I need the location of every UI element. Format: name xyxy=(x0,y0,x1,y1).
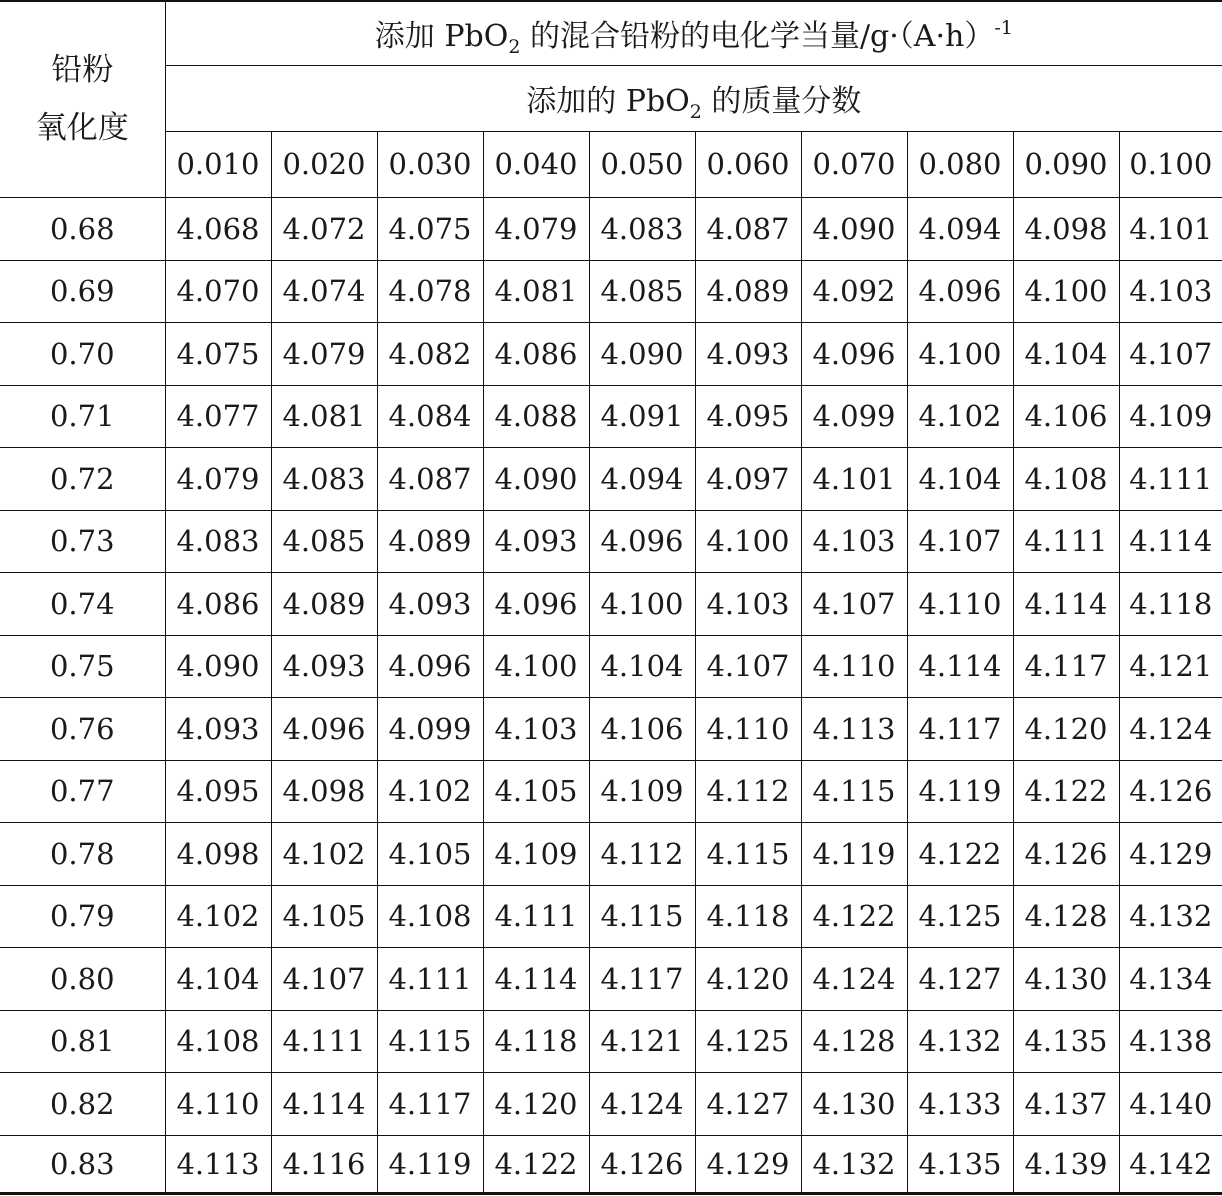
table-cell: 4.090 xyxy=(801,197,907,260)
table-cell: 4.122 xyxy=(801,885,907,947)
table-cell: 4.094 xyxy=(589,447,695,510)
table-cell: 4.107 xyxy=(1119,322,1222,385)
table-cell: 4.120 xyxy=(695,947,801,1010)
table-cell: 4.110 xyxy=(695,697,801,760)
table-cell: 4.125 xyxy=(695,1010,801,1072)
table-cell: 4.117 xyxy=(907,697,1013,760)
column-header: 0.100 xyxy=(1119,131,1222,197)
table-cell: 4.095 xyxy=(165,760,271,822)
table-cell: 4.112 xyxy=(589,822,695,885)
table-row xyxy=(0,572,1222,635)
table-row xyxy=(0,885,1222,947)
table-cell: 4.129 xyxy=(1119,822,1222,885)
table-cell: 4.113 xyxy=(801,697,907,760)
table-cell: 4.075 xyxy=(165,322,271,385)
table-cell: 4.096 xyxy=(801,322,907,385)
table-cell: 4.089 xyxy=(695,260,801,322)
table-row xyxy=(0,1010,1222,1072)
column-header: 0.030 xyxy=(377,131,483,197)
table-cell: 4.095 xyxy=(695,385,801,447)
column-header: 0.010 xyxy=(165,131,271,197)
column-header: 0.080 xyxy=(907,131,1013,197)
table-cell: 4.090 xyxy=(483,447,589,510)
table-cell: 4.107 xyxy=(907,510,1013,572)
table-cell: 4.100 xyxy=(589,572,695,635)
table-cell: 4.109 xyxy=(589,760,695,822)
table-cell: 4.115 xyxy=(801,760,907,822)
table-cell: 4.118 xyxy=(483,1010,589,1072)
table-cell: 4.122 xyxy=(483,1135,589,1193)
table-cell: 4.110 xyxy=(907,572,1013,635)
table-cell: 4.110 xyxy=(801,635,907,697)
table-cell: 4.100 xyxy=(907,322,1013,385)
table-cell: 4.122 xyxy=(1013,760,1119,822)
table-row xyxy=(0,760,1222,822)
table-row xyxy=(0,322,1222,385)
table-cell: 4.098 xyxy=(271,760,377,822)
table-cell: 4.093 xyxy=(377,572,483,635)
table-cell: 4.120 xyxy=(1013,697,1119,760)
row-label: 0.73 xyxy=(0,510,165,572)
stub-header-line-2: 氧化度 xyxy=(35,110,129,147)
table-cell: 4.111 xyxy=(271,1010,377,1072)
table-cell: 4.127 xyxy=(695,1072,801,1135)
table-cell: 4.126 xyxy=(1119,760,1222,822)
table-cell: 4.103 xyxy=(801,510,907,572)
table-cell: 4.093 xyxy=(271,635,377,697)
table-cell: 4.108 xyxy=(377,885,483,947)
table-row xyxy=(0,1135,1222,1193)
table-cell: 4.106 xyxy=(589,697,695,760)
table-cell: 4.104 xyxy=(1013,322,1119,385)
table-cell: 4.116 xyxy=(271,1135,377,1193)
table-cell: 4.117 xyxy=(1013,635,1119,697)
table-cell: 4.102 xyxy=(907,385,1013,447)
table-cell: 4.121 xyxy=(589,1010,695,1072)
row-label: 0.82 xyxy=(0,1072,165,1135)
stub-header-line-1: 铅粉 xyxy=(51,52,114,89)
row-label: 0.83 xyxy=(0,1135,165,1193)
column-header: 0.070 xyxy=(801,131,907,197)
table-cell: 4.107 xyxy=(271,947,377,1010)
table-cell: 4.081 xyxy=(271,385,377,447)
table-cell: 4.137 xyxy=(1013,1072,1119,1135)
table-cell: 4.103 xyxy=(483,697,589,760)
table-row xyxy=(0,510,1222,572)
table-cell: 4.117 xyxy=(377,1072,483,1135)
table-cell: 4.099 xyxy=(801,385,907,447)
column-header: 0.050 xyxy=(589,131,695,197)
table-cell: 4.103 xyxy=(1119,260,1222,322)
table-cell: 4.126 xyxy=(589,1135,695,1193)
table-cell: 4.106 xyxy=(1013,385,1119,447)
table-cell: 4.104 xyxy=(907,447,1013,510)
table-cell: 4.100 xyxy=(695,510,801,572)
table-cell: 4.135 xyxy=(1013,1010,1119,1072)
table-cell: 4.096 xyxy=(377,635,483,697)
table-row xyxy=(0,697,1222,760)
table-body xyxy=(0,197,1222,1193)
table-cell: 4.124 xyxy=(1119,697,1222,760)
table-cell: 4.111 xyxy=(1013,510,1119,572)
table-cell: 4.119 xyxy=(801,822,907,885)
table-cell: 4.075 xyxy=(377,197,483,260)
table-cell: 4.117 xyxy=(589,947,695,1010)
table-cell: 4.102 xyxy=(271,822,377,885)
row-label: 0.70 xyxy=(0,322,165,385)
table-cell: 4.111 xyxy=(1119,447,1222,510)
column-header: 0.060 xyxy=(695,131,801,197)
stub-header xyxy=(0,1,165,197)
table-cell: 4.134 xyxy=(1119,947,1222,1010)
table-cell: 4.115 xyxy=(695,822,801,885)
table-cell: 4.082 xyxy=(377,322,483,385)
table-cell: 4.085 xyxy=(589,260,695,322)
table-cell: 4.132 xyxy=(1119,885,1222,947)
table-cell: 4.104 xyxy=(589,635,695,697)
table-cell: 4.112 xyxy=(695,760,801,822)
table-cell: 4.068 xyxy=(165,197,271,260)
row-label: 0.75 xyxy=(0,635,165,697)
table-cell: 4.104 xyxy=(165,947,271,1010)
table-cell: 4.101 xyxy=(801,447,907,510)
table-cell: 4.124 xyxy=(801,947,907,1010)
table-cell: 4.098 xyxy=(1013,197,1119,260)
table-cell: 4.086 xyxy=(483,322,589,385)
row-label: 0.69 xyxy=(0,260,165,322)
table-cell: 4.083 xyxy=(589,197,695,260)
table-cell: 4.089 xyxy=(271,572,377,635)
table-cell: 4.114 xyxy=(1013,572,1119,635)
table-cell: 4.077 xyxy=(165,385,271,447)
table-cell: 4.102 xyxy=(165,885,271,947)
column-header-row xyxy=(0,131,1222,197)
table-cell: 4.109 xyxy=(1119,385,1222,447)
table-cell: 4.127 xyxy=(907,947,1013,1010)
table-cell: 4.114 xyxy=(907,635,1013,697)
table-cell: 4.074 xyxy=(271,260,377,322)
table-cell: 4.138 xyxy=(1119,1010,1222,1072)
table-cell: 4.133 xyxy=(907,1072,1013,1135)
table-cell: 4.084 xyxy=(377,385,483,447)
table-cell: 4.096 xyxy=(589,510,695,572)
table-cell: 4.107 xyxy=(695,635,801,697)
row-label: 0.72 xyxy=(0,447,165,510)
column-header: 0.090 xyxy=(1013,131,1119,197)
column-header: 0.040 xyxy=(483,131,589,197)
table-row xyxy=(0,635,1222,697)
table-cell: 4.079 xyxy=(483,197,589,260)
table-cell: 4.130 xyxy=(801,1072,907,1135)
table-cell: 4.140 xyxy=(1119,1072,1222,1135)
table-cell: 4.096 xyxy=(483,572,589,635)
table-row xyxy=(0,385,1222,447)
table-cell: 4.114 xyxy=(1119,510,1222,572)
table-cell: 4.135 xyxy=(907,1135,1013,1193)
table-cell: 4.086 xyxy=(165,572,271,635)
table-cell: 4.132 xyxy=(801,1135,907,1193)
table-cell: 4.114 xyxy=(483,947,589,1010)
row-label: 0.78 xyxy=(0,822,165,885)
table-row xyxy=(0,1072,1222,1135)
column-header: 0.020 xyxy=(271,131,377,197)
table-cell: 4.110 xyxy=(165,1072,271,1135)
table-cell: 4.094 xyxy=(907,197,1013,260)
table-cell: 4.081 xyxy=(483,260,589,322)
table-cell: 4.129 xyxy=(695,1135,801,1193)
table-cell: 4.096 xyxy=(907,260,1013,322)
table-cell: 4.098 xyxy=(165,822,271,885)
table-cell: 4.108 xyxy=(1013,447,1119,510)
table-cell: 4.142 xyxy=(1119,1135,1222,1193)
table-row xyxy=(0,947,1222,1010)
table-row xyxy=(0,260,1222,322)
table-cell: 4.139 xyxy=(1013,1135,1119,1193)
table-cell: 4.122 xyxy=(907,822,1013,885)
table-cell: 4.108 xyxy=(165,1010,271,1072)
table-cell: 4.090 xyxy=(589,322,695,385)
table-cell: 4.120 xyxy=(483,1072,589,1135)
table-subtitle xyxy=(165,65,1222,131)
row-label: 0.77 xyxy=(0,760,165,822)
table-title-middle: 的混合铅粉的电化学当量/g·（A·h） xyxy=(520,19,995,55)
table-cell: 4.109 xyxy=(483,822,589,885)
table-cell: 4.125 xyxy=(907,885,1013,947)
table-cell: 4.087 xyxy=(377,447,483,510)
table-cell: 4.115 xyxy=(377,1010,483,1072)
table-cell: 4.079 xyxy=(271,322,377,385)
table-cell: 4.130 xyxy=(1013,947,1119,1010)
table-cell: 4.078 xyxy=(377,260,483,322)
table-cell: 4.105 xyxy=(483,760,589,822)
table-cell: 4.093 xyxy=(483,510,589,572)
table-cell: 4.132 xyxy=(907,1010,1013,1072)
table-cell: 4.113 xyxy=(165,1135,271,1193)
table-row xyxy=(0,822,1222,885)
table-subtitle-prefix: 添加的 PbO xyxy=(526,84,690,119)
table-cell: 4.126 xyxy=(1013,822,1119,885)
table-row xyxy=(0,197,1222,260)
table-cell: 4.107 xyxy=(801,572,907,635)
table-cell: 4.093 xyxy=(695,322,801,385)
row-label: 0.79 xyxy=(0,885,165,947)
table-cell: 4.124 xyxy=(589,1072,695,1135)
table-cell: 4.072 xyxy=(271,197,377,260)
table-cell: 4.119 xyxy=(907,760,1013,822)
row-label: 0.80 xyxy=(0,947,165,1010)
table-cell: 4.111 xyxy=(483,885,589,947)
table-cell: 4.093 xyxy=(165,697,271,760)
table-subtitle-suffix: 的质量分数 xyxy=(701,84,862,119)
row-label: 0.74 xyxy=(0,572,165,635)
table-cell: 4.118 xyxy=(695,885,801,947)
table-title-superscript: -1 xyxy=(994,17,1013,40)
table-cell: 4.087 xyxy=(695,197,801,260)
table-cell: 4.118 xyxy=(1119,572,1222,635)
table-cell: 4.102 xyxy=(377,760,483,822)
row-label: 0.76 xyxy=(0,697,165,760)
table-cell: 4.092 xyxy=(801,260,907,322)
table-cell: 4.099 xyxy=(377,697,483,760)
table-title xyxy=(165,1,1222,65)
table-cell: 4.088 xyxy=(483,385,589,447)
table-cell: 4.128 xyxy=(1013,885,1119,947)
table-cell: 4.100 xyxy=(483,635,589,697)
table-cell: 4.119 xyxy=(377,1135,483,1193)
table-cell: 4.100 xyxy=(1013,260,1119,322)
table-cell: 4.096 xyxy=(271,697,377,760)
table-cell: 4.111 xyxy=(377,947,483,1010)
table-cell: 4.128 xyxy=(801,1010,907,1072)
table-cell: 4.115 xyxy=(589,885,695,947)
table-cell: 4.097 xyxy=(695,447,801,510)
table-cell: 4.114 xyxy=(271,1072,377,1135)
table-cell: 4.070 xyxy=(165,260,271,322)
table-cell: 4.090 xyxy=(165,635,271,697)
table-title-subscript: 2 xyxy=(508,36,521,59)
table-cell: 4.083 xyxy=(271,447,377,510)
table-cell: 4.079 xyxy=(165,447,271,510)
row-label: 0.68 xyxy=(0,197,165,260)
table-cell: 4.091 xyxy=(589,385,695,447)
table-cell: 4.105 xyxy=(377,822,483,885)
table-cell: 4.103 xyxy=(695,572,801,635)
table-row xyxy=(0,447,1222,510)
row-label: 0.81 xyxy=(0,1010,165,1072)
table-subtitle-subscript: 2 xyxy=(689,101,702,123)
table-cell: 4.121 xyxy=(1119,635,1222,697)
table-cell: 4.105 xyxy=(271,885,377,947)
table-cell: 4.089 xyxy=(377,510,483,572)
table-title-prefix: 添加 PbO xyxy=(374,19,509,55)
table-cell: 4.083 xyxy=(165,510,271,572)
table-cell: 4.101 xyxy=(1119,197,1222,260)
table-cell: 4.085 xyxy=(271,510,377,572)
row-label: 0.71 xyxy=(0,385,165,447)
